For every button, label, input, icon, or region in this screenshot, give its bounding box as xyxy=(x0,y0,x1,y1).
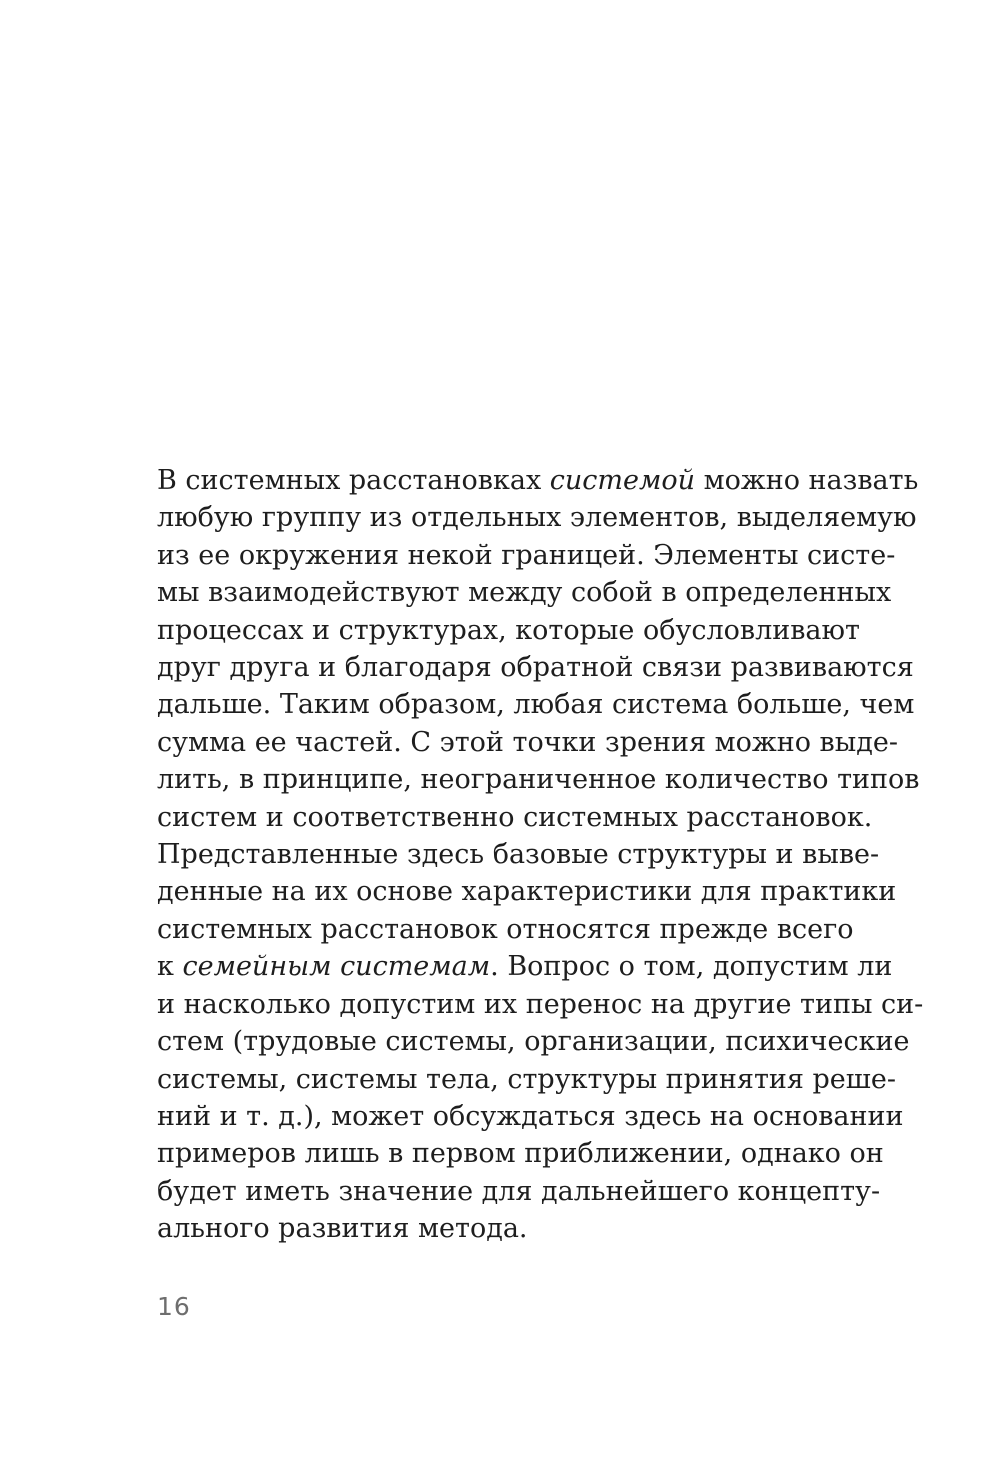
text-line xyxy=(157,649,914,686)
text-run: . Вопрос о том, допустим ли xyxy=(490,951,893,983)
text-run: Представленные здесь базовые структуры и выве- xyxy=(157,839,880,871)
text-line xyxy=(157,537,896,574)
text-run: из ее окружения некой границей. Элементы систе- xyxy=(157,539,896,571)
text-line xyxy=(157,1173,881,1210)
text-line xyxy=(157,948,893,985)
text-run: можно назвать xyxy=(695,465,919,496)
text-line xyxy=(157,499,917,536)
text-run: будет иметь значение для дальнейшего концепту- xyxy=(157,1175,881,1207)
text-line xyxy=(157,761,920,798)
text-run: процессах и структурах, которые обусловливают xyxy=(157,614,860,646)
text-line xyxy=(157,911,854,948)
emphasized-term: семейным системам xyxy=(182,951,491,983)
text-line xyxy=(157,462,919,499)
text-line xyxy=(157,724,898,761)
text-run: дальше. Таким образом, любая система больше, чем xyxy=(157,689,915,721)
text-line xyxy=(157,1210,845,1247)
text-run: системных расстановок относятся прежде всего xyxy=(157,913,854,945)
text-line xyxy=(157,686,915,723)
text-line xyxy=(157,873,897,910)
text-line xyxy=(157,836,880,873)
text-run: любую группу из отдельных элементов, выделяемую xyxy=(157,502,917,534)
text-line xyxy=(157,574,892,611)
text-run: примеров лишь в первом приближении, однако он xyxy=(157,1138,884,1170)
text-run: систем и соответственно системных расстановок. xyxy=(157,801,873,833)
text-line xyxy=(157,1098,904,1135)
text-run: лить, в принципе, неограниченное количество типов xyxy=(157,764,920,796)
page-number: 16 xyxy=(157,1292,191,1321)
text-run: ального развития метода. xyxy=(157,1213,528,1245)
text-run: системы, системы тела, структуры принятия реше- xyxy=(157,1063,896,1095)
text-run: денные на их основе характеристики для практики xyxy=(157,876,897,908)
text-line xyxy=(157,1061,896,1098)
emphasized-term: системой xyxy=(549,465,696,496)
text-line xyxy=(157,1135,884,1172)
text-line xyxy=(157,612,860,649)
text-run: ний и т. д.), может обсуждаться здесь на основании xyxy=(157,1100,904,1132)
text-line xyxy=(157,799,873,836)
text-line xyxy=(157,1023,910,1060)
text-run: и насколько допустим их перенос на другие типы си- xyxy=(157,988,924,1020)
text-run: В системных расстановках xyxy=(157,465,550,496)
text-run: стем (трудовые системы, организации, психические xyxy=(157,1026,910,1058)
text-line xyxy=(157,986,924,1023)
text-run: сумма ее частей. С этой точки зрения можно выде- xyxy=(157,726,898,758)
text-run: друг друга и благодаря обратной связи развиваются xyxy=(157,652,914,684)
body-paragraph xyxy=(157,462,924,1248)
text-run: к xyxy=(157,951,183,983)
text-run: мы взаимодействуют между собой в определенных xyxy=(157,577,892,609)
